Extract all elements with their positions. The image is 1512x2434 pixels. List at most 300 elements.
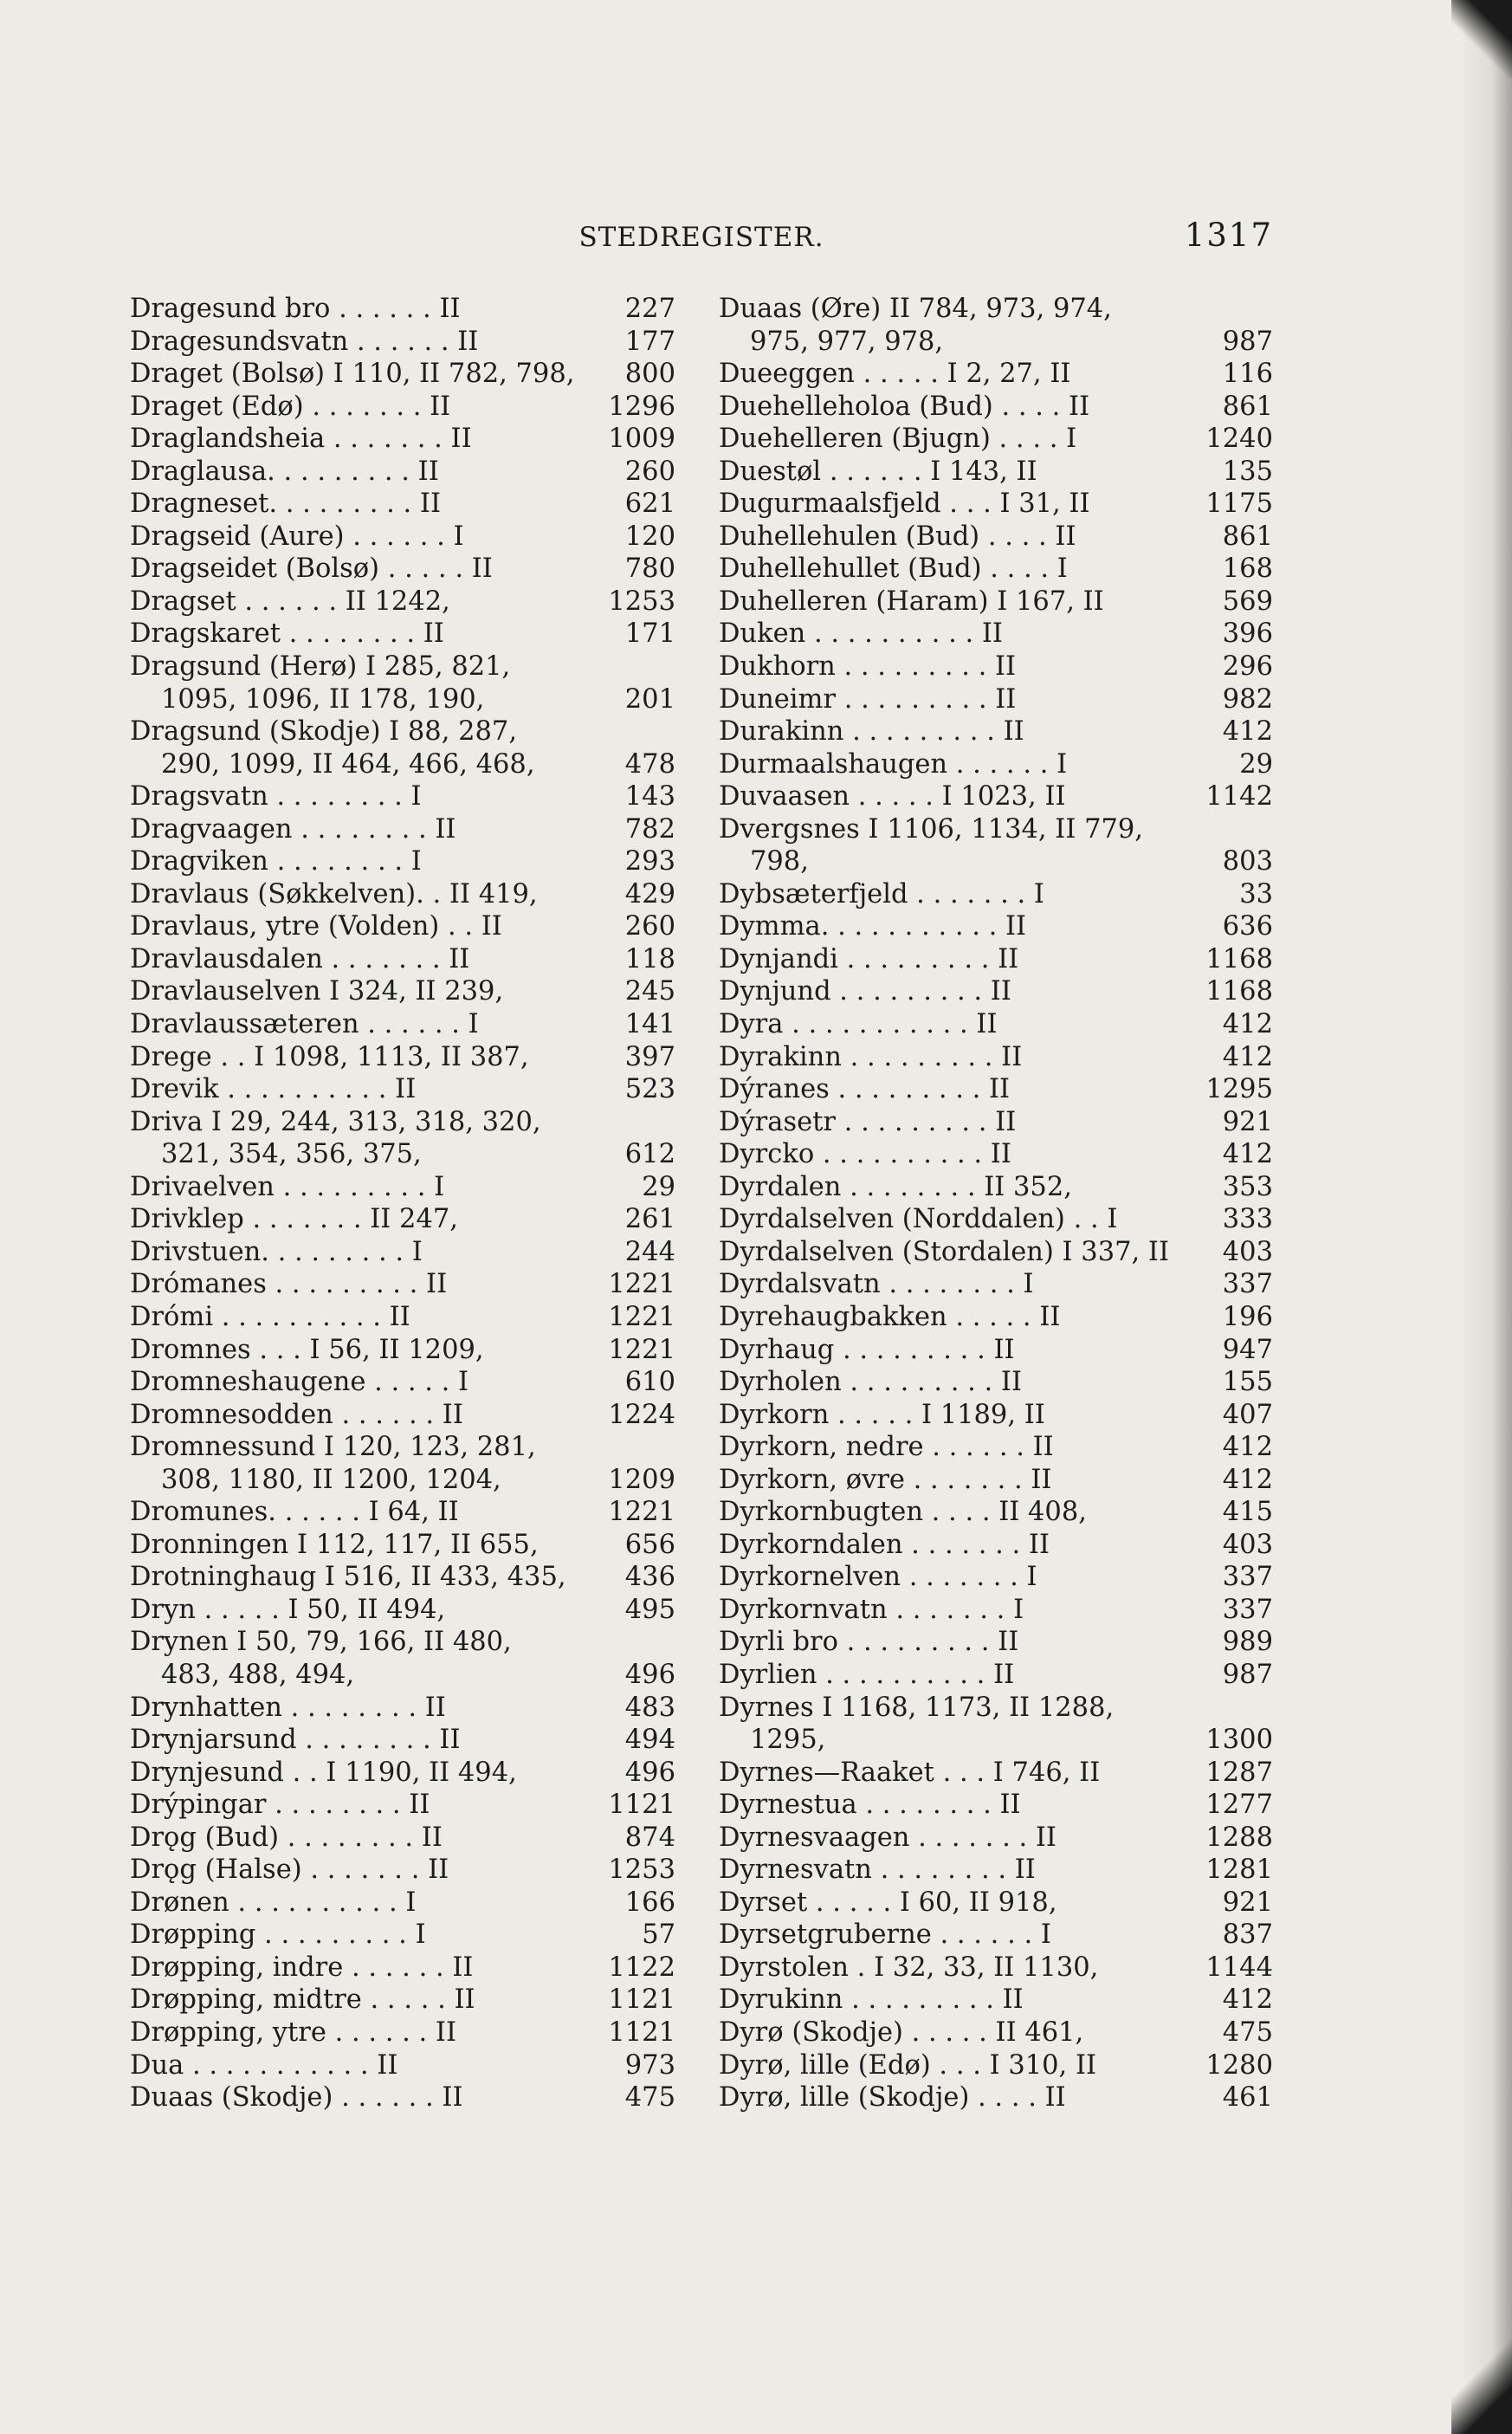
entry-text: Drynen I 50, 79, 166, II 480, [130, 1627, 512, 1658]
entry-text: Dyrstolen . I 32, 33, II 1130, [719, 1952, 1099, 1983]
entry-page-ref: 1296 [601, 391, 675, 424]
entry-page-ref: 29 [635, 1171, 675, 1204]
entry-page-ref: 1121 [601, 1984, 675, 2016]
entry-text: Dragviken . . . . . . . . I [130, 846, 422, 877]
index-entry [719, 1659, 1273, 1692]
entry-page-ref: 403 [1216, 1236, 1273, 1269]
index-entry [719, 1952, 1273, 1984]
entry-page-ref: 523 [618, 1073, 675, 1106]
index-entry [719, 1626, 1273, 1659]
entry-text: Dyrsetgruberne . . . . . . I [719, 1919, 1051, 1951]
entry-text: 483, 488, 494, [161, 1659, 355, 1690]
entry-text: Dragvaagen . . . . . . . . II [130, 813, 456, 845]
entry-text: Dromnessund I 120, 123, 281, [130, 1432, 536, 1463]
entry-text: 1095, 1096, II 178, 190, [161, 683, 485, 715]
index-entry [719, 1399, 1273, 1432]
index-entry [719, 1854, 1273, 1887]
entry-text: Driva I 29, 244, 313, 318, 320, [130, 1106, 541, 1137]
entry-text: Dyrdalselven (Norddalen) . . I [719, 1204, 1118, 1235]
entry-page-ref: 1281 [1199, 1854, 1273, 1887]
index-entry-continuation [130, 1138, 675, 1171]
entry-text: Dynjandi . . . . . . . . . II [719, 943, 1019, 974]
scan-corner-top [1451, 0, 1512, 78]
entry-text: Dragesundsvatn . . . . . . II [130, 326, 479, 357]
entry-page-ref: 415 [1216, 1496, 1273, 1529]
index-entry [719, 1138, 1273, 1171]
entry-text: Dyrakinn . . . . . . . . . II [719, 1041, 1023, 1072]
entry-text: Dragneset. . . . . . . . . II [130, 489, 442, 520]
entry-page-ref: 337 [1216, 1268, 1273, 1301]
index-entry-continuation [130, 683, 675, 716]
entry-text: Drynjarsund . . . . . . . . II [130, 1725, 461, 1756]
entry-page-ref: 800 [618, 358, 675, 391]
entry-page-ref: 412 [1216, 1041, 1273, 1074]
entry-page-ref: 1142 [1199, 780, 1273, 813]
index-entry [130, 553, 675, 586]
entry-text: Dyrdalselven (Stordalen) I 337, II [719, 1236, 1169, 1267]
entry-page-ref: 973 [618, 2049, 675, 2082]
entry-text: Duhellehullet (Bud) . . . . I [719, 553, 1068, 585]
entry-page-ref: 118 [618, 943, 675, 976]
entry-page-ref: 610 [618, 1366, 675, 1399]
index-entry [130, 1366, 675, 1399]
entry-text: Dryn . . . . . I 50, II 494, [130, 1594, 446, 1625]
entry-text: Dua . . . . . . . . . . . II [130, 2049, 398, 2081]
index-entry [130, 1496, 675, 1529]
entry-page-ref: 412 [1216, 1138, 1273, 1171]
entry-page-ref: 837 [1216, 1919, 1273, 1952]
entry-text: Dyrkorn, øvre . . . . . . . II [719, 1464, 1052, 1495]
index-entry [130, 1431, 675, 1464]
entry-text: Dragesund bro . . . . . . II [130, 294, 461, 324]
index-entry [130, 1757, 675, 1790]
entry-text: Dyrukinn . . . . . . . . . II [719, 1984, 1024, 2016]
entry-page-ref: 483 [618, 1692, 675, 1725]
index-entry [719, 943, 1273, 976]
entry-page-ref: 1287 [1199, 1757, 1273, 1790]
index-entry [130, 878, 675, 911]
entry-text: Dyrkornelven . . . . . . . I [719, 1562, 1037, 1593]
entry-text: Dukhorn . . . . . . . . . II [719, 651, 1017, 683]
entry-page-ref: 612 [618, 1138, 675, 1171]
index-entry [719, 1496, 1273, 1529]
entry-text: Dragsvatn . . . . . . . . I [130, 781, 422, 812]
index-entry [719, 1236, 1273, 1269]
entry-page-ref: 196 [1216, 1301, 1273, 1334]
entry-text: Dragskaret . . . . . . . . II [130, 618, 444, 650]
entry-page-ref: 407 [1216, 1399, 1273, 1432]
page-header [130, 217, 1273, 260]
entry-text: Dyra . . . . . . . . . . . II [719, 1009, 998, 1040]
entry-text: Duhellehulen (Bud) . . . . II [719, 521, 1076, 552]
index-entry [130, 1041, 675, 1074]
entry-text: Dyrkorndalen . . . . . . . II [719, 1529, 1050, 1560]
index-entry [719, 878, 1273, 911]
entry-text: Dyrkorn . . . . . I 1189, II [719, 1399, 1045, 1430]
entry-text: Dyrholen . . . . . . . . . II [719, 1367, 1023, 1398]
entry-text: Duestøl . . . . . . I 143, II [719, 456, 1037, 487]
index-entry [130, 293, 675, 326]
entry-text: Dravlaus, ytre (Volden) . . II [130, 911, 502, 942]
entry-page-ref: 1121 [601, 1789, 675, 1822]
entry-page-ref: 166 [618, 1887, 675, 1919]
page-number: 1317 [1184, 217, 1273, 254]
entry-page-ref: 1121 [601, 2016, 675, 2049]
index-entry [719, 1334, 1273, 1367]
index-entry [130, 1203, 675, 1236]
index-entry-continuation [719, 845, 1273, 878]
entry-text: Dugurmaalsfjeld . . . I 31, II [719, 489, 1090, 520]
index-entry [719, 1984, 1273, 2016]
entry-page-ref: 621 [618, 488, 675, 521]
entry-text: Dravlaus (Søkkelven). . II 419, [130, 878, 538, 910]
entry-text: Dyrkornbugten . . . . II 408, [719, 1497, 1087, 1528]
index-entry [130, 1236, 675, 1269]
index-entry [719, 1106, 1273, 1139]
index-entry [130, 391, 675, 424]
entry-page-ref: 155 [1216, 1366, 1273, 1399]
index-entry [130, 456, 675, 489]
index-entry [130, 521, 675, 553]
index-entry [719, 1041, 1273, 1074]
entry-text: Dueeggen . . . . . I 2, 27, II [719, 359, 1071, 390]
index-entry [130, 1984, 675, 2016]
entry-text: 1295, [750, 1725, 826, 1756]
entry-text: Duehelleholoa (Bud) . . . . II [719, 391, 1090, 422]
index-entry [130, 1822, 675, 1855]
entry-text: Draglandsheia . . . . . . . II [130, 424, 472, 455]
entry-text: Dromunes. . . . . . I 64, II [130, 1497, 459, 1528]
index-entry [719, 748, 1273, 781]
entry-text: Draglausa. . . . . . . . . II [130, 456, 439, 487]
index-entry [719, 813, 1273, 846]
entry-page-ref: 177 [618, 326, 675, 359]
entry-text: Drøpping, midtre . . . . . II [130, 1984, 475, 2016]
entry-text: Dragseidet (Bolsø) . . . . . II [130, 553, 493, 585]
entry-text: Drýpingar . . . . . . . . II [130, 1790, 430, 1821]
entry-text: Drómi . . . . . . . . . . II [130, 1301, 410, 1332]
entry-text: Dragseid (Aure) . . . . . . I [130, 521, 464, 552]
index-entry [130, 975, 675, 1008]
entry-text: Draget (Edø) . . . . . . . II [130, 391, 451, 422]
entry-text: Drøpping . . . . . . . . . I [130, 1919, 426, 1951]
index-entry [719, 391, 1273, 424]
entry-text: Dragset . . . . . . II 1242, [130, 586, 450, 617]
entry-text: Dyrø, lille (Skodje) . . . . II [719, 2082, 1066, 2114]
index-entry [719, 488, 1273, 521]
index-entry [130, 1399, 675, 1432]
index-entry [719, 618, 1273, 651]
entry-page-ref: 475 [1216, 2016, 1273, 2049]
index-entry [130, 1529, 675, 1562]
index-entry [130, 1106, 675, 1139]
entry-text: Drómanes . . . . . . . . . II [130, 1269, 448, 1300]
entry-page-ref: 1168 [1199, 943, 1273, 976]
index-entry [719, 1887, 1273, 1919]
index-entry [130, 715, 675, 748]
index-entry [130, 1854, 675, 1887]
index-entry [130, 1626, 675, 1659]
entry-text: 290, 1099, II 464, 466, 468, [161, 748, 535, 780]
index-entry [719, 521, 1273, 553]
index-entry [719, 683, 1273, 716]
entry-page-ref: 260 [618, 456, 675, 489]
entry-page-ref: 201 [618, 683, 675, 716]
index-entry [130, 358, 675, 391]
entry-text: 321, 354, 356, 375, [161, 1139, 422, 1170]
entry-page-ref: 987 [1216, 326, 1273, 359]
entry-page-ref: 1280 [1199, 2049, 1273, 2082]
index-entry [130, 618, 675, 651]
entry-page-ref: 656 [618, 1529, 675, 1562]
entry-text: Dýranes . . . . . . . . . II [719, 1074, 1011, 1105]
entry-page-ref: 135 [1216, 456, 1273, 489]
index-entry [719, 1431, 1273, 1464]
entry-text: Duneimr . . . . . . . . . II [719, 683, 1017, 715]
entry-text: Drønen . . . . . . . . . . I [130, 1887, 417, 1918]
index-entry [719, 1203, 1273, 1236]
entry-text: Dyrkornvatn . . . . . . . I [719, 1594, 1024, 1625]
entry-text: Dromnesodden . . . . . . II [130, 1399, 463, 1430]
index-column-right [719, 293, 1273, 2114]
entry-page-ref: 475 [618, 2081, 675, 2114]
entry-text: Dragsund (Skodje) I 88, 287, [130, 716, 518, 748]
entry-text: Dyrø (Skodje) . . . . . II 461, [719, 2016, 1084, 2048]
entry-text: 975, 977, 978, [750, 326, 944, 357]
entry-page-ref: 921 [1216, 1106, 1273, 1139]
index-entry [719, 456, 1273, 489]
entry-text: Dyrehaugbakken . . . . . II [719, 1301, 1061, 1332]
index-entry [719, 1366, 1273, 1399]
entry-page-ref: 33 [1232, 878, 1273, 911]
entry-page-ref: 1175 [1199, 488, 1273, 521]
index-entry [719, 1073, 1273, 1106]
index-entry [130, 1724, 675, 1757]
entry-text: 308, 1180, II 1200, 1204, [161, 1464, 501, 1495]
entry-text: Dýrasetr . . . . . . . . . II [719, 1106, 1017, 1137]
entry-page-ref: 636 [1216, 910, 1273, 943]
entry-page-ref: 436 [618, 1561, 675, 1594]
index-entry [130, 586, 675, 618]
entry-page-ref: 782 [618, 813, 675, 846]
entry-text: Drivaelven . . . . . . . . . I [130, 1171, 445, 1202]
scan-corner-bottom [1451, 2339, 1512, 2434]
entry-page-ref: 353 [1216, 1171, 1273, 1204]
entry-page-ref: 478 [618, 748, 675, 781]
entry-page-ref: 29 [1232, 748, 1273, 781]
entry-text: Dravlaussæteren . . . . . . I [130, 1009, 479, 1040]
index-entry [130, 1561, 675, 1594]
entry-text: Dromneshaugene . . . . . I [130, 1367, 469, 1398]
entry-text: Dyrnesvaagen . . . . . . . II [719, 1822, 1056, 1853]
index-entry [130, 1919, 675, 1952]
index-entry [719, 1757, 1273, 1790]
index-entry-continuation [130, 1464, 675, 1497]
page-edge-shadow [1460, 0, 1512, 2434]
entry-text: Dromnes . . . I 56, II 1209, [130, 1334, 484, 1365]
entry-page-ref: 261 [618, 1203, 675, 1236]
entry-text: Dvergsnes I 1106, 1134, II 779, [719, 813, 1143, 845]
index-entry [130, 1887, 675, 1919]
entry-page-ref: 1144 [1199, 1952, 1273, 1984]
index-entry [719, 780, 1273, 813]
entry-page-ref: 1288 [1199, 1822, 1273, 1855]
index-entry [719, 1561, 1273, 1594]
entry-text: Dymma. . . . . . . . . . . II [719, 911, 1027, 942]
entry-text: Dragsund (Herø) I 285, 821, [130, 651, 511, 683]
index-entry [130, 326, 675, 359]
entry-text: Dronningen I 112, 117, II 655, [130, 1529, 539, 1560]
entry-page-ref: 429 [618, 878, 675, 911]
index-entry [719, 975, 1273, 1008]
index-entry [719, 1919, 1273, 1952]
index-entry [719, 2049, 1273, 2082]
index-entry [719, 1171, 1273, 1204]
entry-page-ref: 461 [1216, 2081, 1273, 2114]
index-entry [719, 1789, 1273, 1822]
entry-page-ref: 921 [1216, 1887, 1273, 1919]
entry-page-ref: 412 [1216, 715, 1273, 748]
entry-page-ref: 1122 [601, 1952, 675, 1984]
entry-page-ref: 495 [618, 1594, 675, 1627]
entry-text: Draget (Bolsø) I 110, II 782, 798, [130, 359, 575, 390]
index-entry [130, 813, 675, 846]
entry-text: Dravlausdalen . . . . . . . II [130, 943, 470, 974]
entry-text: Drøpping, indre . . . . . . II [130, 1952, 474, 1983]
entry-page-ref: 1224 [601, 1399, 675, 1432]
entry-text: Drynhatten . . . . . . . . II [130, 1692, 446, 1723]
index-entry [130, 1334, 675, 1367]
index-entry [130, 1073, 675, 1106]
entry-text: Dyrø, lille (Edø) . . . I 310, II [719, 2049, 1097, 2081]
index-entry [719, 1301, 1273, 1334]
entry-text: Dyrdalen . . . . . . . . II 352, [719, 1171, 1072, 1202]
entry-page-ref: 337 [1216, 1561, 1273, 1594]
entry-text: Duehelleren (Bjugn) . . . . I [719, 424, 1077, 455]
index-entry [719, 1268, 1273, 1301]
entry-page-ref: 803 [1216, 845, 1273, 878]
entry-page-ref: 1168 [1199, 975, 1273, 1008]
entry-text: Durakinn . . . . . . . . . II [719, 716, 1024, 748]
entry-page-ref: 1295 [1199, 1073, 1273, 1106]
entry-page-ref: 496 [618, 1659, 675, 1692]
index-entry [130, 2016, 675, 2049]
entry-text: Drivstuen. . . . . . . . . I [130, 1236, 423, 1267]
entry-page-ref: 244 [618, 1236, 675, 1269]
entry-page-ref: 1253 [601, 1854, 675, 1887]
entry-text: 798, [750, 846, 809, 877]
index-entry [719, 1008, 1273, 1041]
page-title: STEDREGISTER. [578, 222, 824, 253]
index-entry [719, 586, 1273, 618]
entry-page-ref: 861 [1216, 521, 1273, 553]
entry-text: Dybsæterfjeld . . . . . . . I [719, 878, 1044, 910]
entry-page-ref: 260 [618, 910, 675, 943]
entry-text: Dyrnes—Raaket . . . I 746, II [719, 1757, 1101, 1788]
index-entry [130, 1952, 675, 1984]
index-entry [130, 423, 675, 456]
entry-page-ref: 337 [1216, 1594, 1273, 1627]
entry-text: Dyrnes I 1168, 1173, II 1288, [719, 1692, 1115, 1723]
entry-page-ref: 1240 [1199, 423, 1273, 456]
entry-page-ref: 496 [618, 1757, 675, 1790]
entry-text: Drivklep . . . . . . . II 247, [130, 1204, 458, 1235]
index-entry [130, 943, 675, 976]
index-entry [130, 1268, 675, 1301]
index-entry [719, 1464, 1273, 1497]
entry-text: Dynjund . . . . . . . . . II [719, 976, 1011, 1007]
index-entry [130, 1594, 675, 1627]
index-entry [719, 1822, 1273, 1855]
entry-page-ref: 412 [1216, 1008, 1273, 1041]
entry-text: Dravlauselven I 324, II 239, [130, 976, 504, 1007]
entry-text: Drynjesund . . I 1190, II 494, [130, 1757, 517, 1788]
index-entry [130, 1301, 675, 1334]
entry-text: Durmaalshaugen . . . . . . I [719, 748, 1068, 780]
entry-page-ref: 412 [1216, 1984, 1273, 2016]
entry-page-ref: 245 [618, 975, 675, 1008]
entry-text: Drotninghaug I 516, II 433, 435, [130, 1562, 566, 1593]
entry-page-ref: 57 [635, 1919, 675, 1952]
entry-page-ref: 1009 [601, 423, 675, 456]
entry-text: Duhelleren (Haram) I 167, II [719, 586, 1104, 617]
entry-text: Dyrlien . . . . . . . . . . II [719, 1659, 1015, 1690]
entry-page-ref: 120 [618, 521, 675, 553]
entry-page-ref: 1300 [1199, 1724, 1273, 1757]
index-entry [130, 1171, 675, 1204]
index-entry-continuation [719, 326, 1273, 359]
entry-text: Dyrli bro . . . . . . . . . II [719, 1627, 1019, 1658]
index-entry [719, 423, 1273, 456]
entry-text: Duaas (Skodje) . . . . . . II [130, 2082, 463, 2114]
entry-text: Drege . . I 1098, 1113, II 387, [130, 1041, 529, 1072]
index-entry [130, 2049, 675, 2082]
index-entry [719, 2081, 1273, 2114]
entry-page-ref: 227 [618, 293, 675, 326]
index-entry [719, 1594, 1273, 1627]
entry-page-ref: 397 [618, 1041, 675, 1074]
entry-page-ref: 1253 [601, 586, 675, 618]
index-entry [130, 1692, 675, 1725]
entry-text: Dyrnestua . . . . . . . . II [719, 1790, 1021, 1821]
entry-page-ref: 116 [1216, 358, 1273, 391]
entry-page-ref: 412 [1216, 1464, 1273, 1497]
entry-text: Drevik . . . . . . . . . . II [130, 1074, 417, 1105]
entry-text: Dyrnesvatn . . . . . . . . II [719, 1855, 1036, 1886]
entry-page-ref: 168 [1216, 553, 1273, 586]
entry-page-ref: 143 [618, 780, 675, 813]
entry-page-ref: 987 [1216, 1659, 1273, 1692]
entry-page-ref: 293 [618, 845, 675, 878]
index-entry [719, 293, 1273, 326]
index-entry-continuation [719, 1724, 1273, 1757]
entry-page-ref: 396 [1216, 618, 1273, 651]
index-entry [719, 651, 1273, 683]
index-entry [719, 715, 1273, 748]
entry-page-ref: 1221 [601, 1268, 675, 1301]
index-entry [719, 358, 1273, 391]
index-entry [130, 651, 675, 683]
index-entry [130, 845, 675, 878]
entry-text: Duaas (Øre) II 784, 973, 974, [719, 294, 1112, 324]
index-entry [130, 2081, 675, 2114]
index-entry [719, 1529, 1273, 1562]
index-entry [130, 910, 675, 943]
entry-page-ref: 412 [1216, 1431, 1273, 1464]
index-entry [130, 1789, 675, 1822]
entry-text: Duken . . . . . . . . . . II [719, 618, 1003, 650]
entry-page-ref: 403 [1216, 1529, 1273, 1562]
